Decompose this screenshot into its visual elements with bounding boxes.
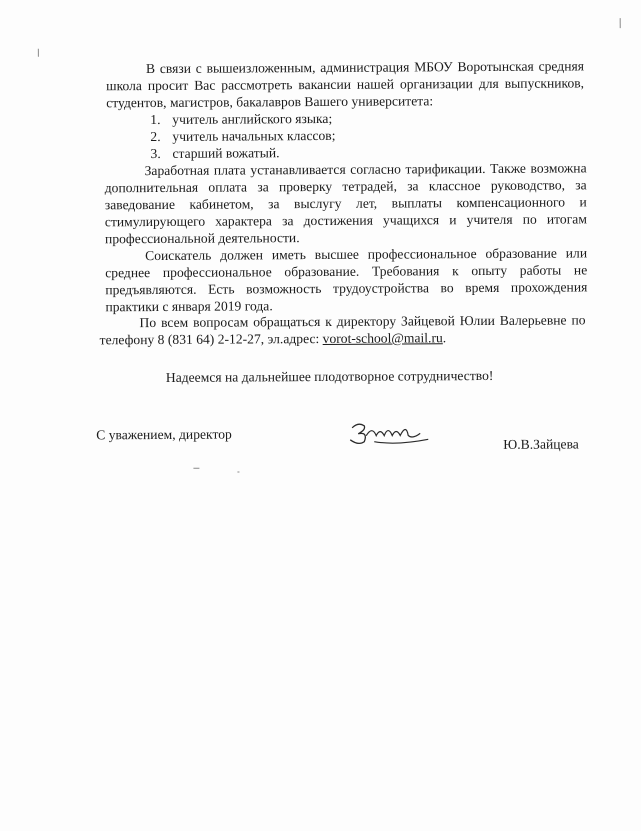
director-name: Ю.В.Зайцева xyxy=(503,436,579,452)
scan-speck xyxy=(193,468,199,469)
contact-text: По всем вопросам обращаться к директору Зайцевой Юлии Валерьевне по телефону 8 (831 64) 2-12-27, эл.адрес: xyxy=(99,312,586,348)
intro-text: В связи с вышеизложенным, администрация МБОУ Воротынская средняя школа просит Вас рассмотреть вакансии нашей организации для выпускников, студентов, магистров, бакалавров Вашего университета: xyxy=(106,58,585,111)
contact-paragraph: По всем вопросам обращаться к директору Зайцевой Юлии Валерьевне по телефону 8 (831 64) 2-12-27, эл.адрес: vorot-school@mail.ru. xyxy=(99,312,586,348)
list-item: 1. учитель английского языка; xyxy=(150,110,333,128)
scan-speck xyxy=(38,49,39,57)
list-item: 2. учитель начальных классов; xyxy=(150,127,336,145)
salary-text: Заработная плата устанавливается согласно тарификации. Также возможна дополнительная оплата за проверку тетрадей, за классное руководство, за заведование кабинетом, за выслугу лет, выплаты компенсационного и стимулирующего характера за достижения учащихся и учителя по итогам профессиональной деятельности. xyxy=(104,160,587,247)
signature-icon xyxy=(344,417,434,450)
closing-line: Надеемся на дальнейшее плодотворное сотрудничество! xyxy=(165,367,494,385)
requirements-paragraph xyxy=(105,244,587,315)
scan-speck xyxy=(237,471,239,472)
vacancy-list xyxy=(150,110,335,162)
handwritten-signature xyxy=(344,417,434,450)
scan-speck xyxy=(620,18,621,28)
salary-paragraph xyxy=(105,159,588,247)
intro-paragraph xyxy=(106,57,584,111)
list-item: 3. старший вожатый. xyxy=(150,145,280,162)
salutation: С уважением, директор xyxy=(96,426,232,443)
email-link[interactable]: vorot-school@mail.ru xyxy=(322,330,443,346)
requirements-text: Соискатель должен иметь высшее профессиональное образование или среднее профессиональное образование. Требования к опыту работы не предъявляются. Есть возможность трудоустройства во время прохождения практики с января 2019 года. xyxy=(105,245,588,315)
